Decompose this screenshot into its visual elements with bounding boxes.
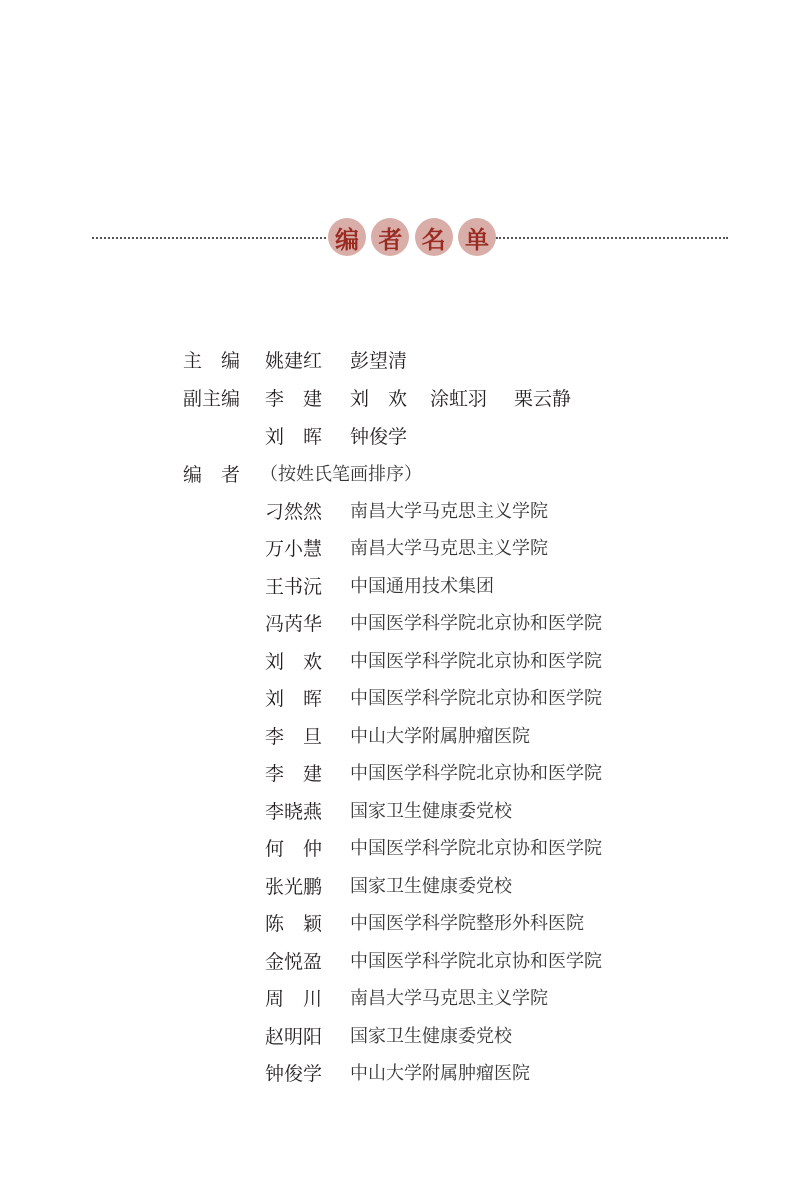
title-chars	[328, 218, 496, 258]
editor-name: 李 建	[265, 763, 323, 785]
editor-affiliation: 中国医学科学院北京协和医学院	[350, 613, 602, 634]
deputy-editor-name: 涂虹羽	[430, 388, 488, 410]
editor-affiliation: 南昌大学马克思主义学院	[350, 501, 548, 522]
editor-name: 金悦盈	[265, 951, 323, 973]
deputy-editor-name: 刘 晖	[265, 426, 323, 448]
title-char: 名	[415, 218, 453, 256]
title-divider-left	[92, 237, 326, 239]
editor-affiliation: 国家卫生健康委党校	[350, 801, 512, 822]
deputy-editor-name: 李 建	[265, 388, 323, 410]
editor-affiliation: 中国医学科学院北京协和医学院	[350, 951, 602, 972]
editor-name: 张光鹏	[265, 876, 323, 898]
editor-name: 刘 欢	[265, 651, 323, 673]
title-divider-right	[496, 237, 728, 239]
title-char: 编	[328, 218, 366, 256]
editor-affiliation: 中国医学科学院整形外科医院	[350, 913, 584, 934]
editor-name: 李晓燕	[265, 801, 323, 823]
title-char: 者	[371, 218, 409, 256]
chief-editor-role: 主 编	[183, 350, 241, 372]
editor-affiliation: 中国医学科学院北京协和医学院	[350, 763, 602, 784]
deputy-editor-name: 刘 欢	[350, 388, 408, 410]
editor-affiliation: 中国医学科学院北京协和医学院	[350, 838, 602, 859]
editor-affiliation: 中国医学科学院北京协和医学院	[350, 651, 602, 672]
editor-affiliation: 南昌大学马克思主义学院	[350, 538, 548, 559]
deputy-editor-name: 栗云静	[514, 388, 572, 410]
editors-role: 编 者	[183, 464, 241, 486]
page-title	[92, 218, 728, 258]
chief-editor-name: 彭望清	[350, 350, 408, 372]
deputy-editor-role: 副主编	[183, 388, 241, 410]
editor-name: 陈 颖	[265, 913, 323, 935]
editor-affiliation: 南昌大学马克思主义学院	[350, 988, 548, 1009]
editor-name: 钟俊学	[265, 1063, 323, 1085]
editor-name: 冯芮华	[265, 613, 323, 635]
editor-affiliation: 国家卫生健康委党校	[350, 876, 512, 897]
editor-name: 刘 晖	[265, 688, 323, 710]
editor-affiliation: 中山大学附属肿瘤医院	[350, 726, 530, 747]
editor-name: 李 旦	[265, 726, 323, 748]
editor-affiliation: 国家卫生健康委党校	[350, 1026, 512, 1047]
deputy-editor-name: 钟俊学	[350, 426, 408, 448]
editor-name: 王书沅	[265, 576, 323, 598]
editor-affiliation: 中国通用技术集团	[350, 576, 494, 597]
editor-name: 周 川	[265, 988, 323, 1010]
editor-name: 何 仲	[265, 838, 323, 860]
editor-affiliation: 中山大学附属肿瘤医院	[350, 1063, 530, 1084]
editor-affiliation: 中国医学科学院北京协和医学院	[350, 688, 602, 709]
editors-sort-note: （按姓氏笔画排序）	[260, 464, 422, 485]
title-char: 单	[458, 218, 496, 256]
editor-name: 万小慧	[265, 538, 323, 560]
chief-editor-name: 姚建红	[265, 350, 323, 372]
editor-name: 赵明阳	[265, 1026, 323, 1048]
editor-name: 刁然然	[265, 501, 323, 523]
